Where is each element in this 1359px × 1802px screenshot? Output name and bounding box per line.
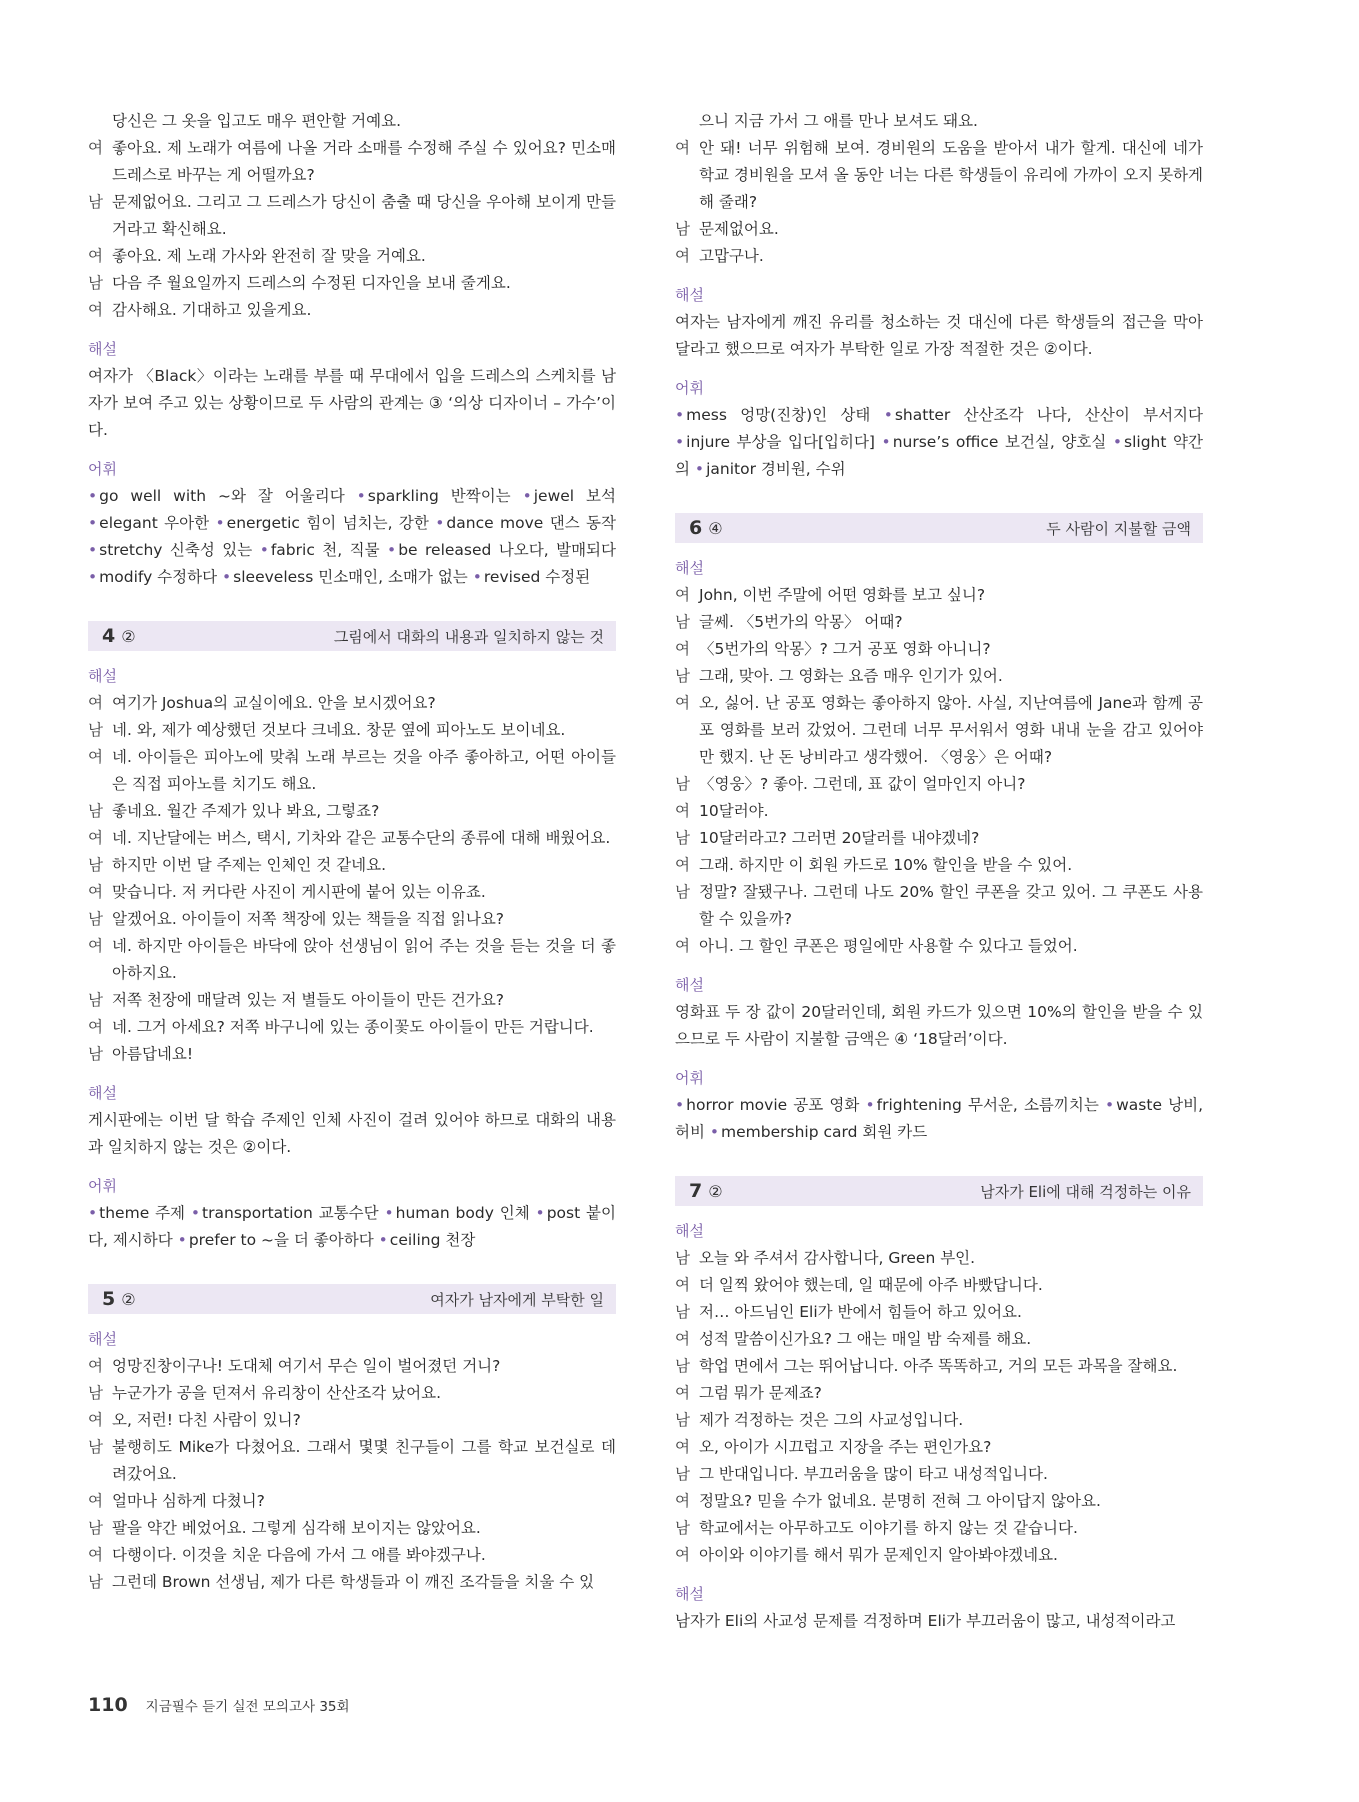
dialogue-line	[88, 879, 616, 906]
dialogue-line	[88, 744, 616, 798]
dialogue-line	[675, 771, 1203, 798]
explanation-label: 해설	[675, 286, 704, 304]
dialogue-text: 오늘 와 주셔서 감사합니다, Green 부인.	[699, 1249, 976, 1267]
dialogue-line	[675, 108, 1203, 135]
dialogue-line	[88, 1488, 616, 1515]
dialogue-line	[88, 108, 616, 135]
explanation-text: 여자가 〈Black〉이라는 노래를 부를 때 무대에서 입을 드레스의 스케치를 남자가 보여 주고 있는 상황이므로 두 사람의 관계는 ③ ‘의상 디자이너 – 가수’이다.	[88, 367, 616, 439]
question-header-6	[675, 513, 1203, 543]
dialogue-line	[675, 690, 1203, 771]
dialogue-line	[675, 1326, 1203, 1353]
dialogue-text: 불행히도 Mike가 다쳤어요. 그래서 몇몇 친구들이 그를 학교 보건실로 데려갔어요.	[112, 1438, 616, 1483]
vocab-item: • ceiling 천장	[379, 1231, 476, 1249]
dialogue-text: 누군가가 공을 던져서 유리창이 산산조각 났어요.	[112, 1384, 442, 1402]
dialogue-line	[88, 1515, 616, 1542]
vocab-list	[88, 483, 616, 591]
dialogue-line	[675, 933, 1203, 960]
dialogue-line	[675, 243, 1203, 270]
speaker-label: 여	[675, 694, 690, 712]
dialogue-line	[675, 636, 1203, 663]
dialogue-line	[675, 825, 1203, 852]
question-header-4	[88, 621, 616, 651]
dialogue-line	[88, 189, 616, 243]
vocab-list	[88, 1200, 616, 1254]
vocab-label: 어휘	[675, 379, 704, 397]
question-answer: ②	[708, 1182, 723, 1201]
dialogue-line	[88, 1569, 616, 1596]
speaker-label: 여	[88, 883, 103, 901]
dialogue-text: 당신은 그 옷을 입고도 매우 편안할 거예요.	[112, 112, 402, 130]
dialogue-text: 저쪽 천장에 매달려 있는 저 별들도 아이들이 만든 건가요?	[112, 991, 505, 1009]
vocab-item: • slight 약간의	[675, 433, 1203, 478]
dialogue-text: 더 일찍 왔어야 했는데, 일 때문에 아주 바빴답니다.	[699, 1276, 1043, 1294]
dialogue-line	[675, 1434, 1203, 1461]
dialogue-block	[88, 108, 616, 324]
vocab-item: • nurse’s office 보건실, 양호실	[882, 433, 1107, 451]
vocab-label: 어휘	[675, 1069, 704, 1087]
question-title: 그림에서 대화의 내용과 일치하지 않는 것	[333, 627, 604, 646]
dialogue-line	[675, 1380, 1203, 1407]
dialogue-text: 10달러라고? 그러면 20달러를 내야겠네?	[699, 829, 980, 847]
vocab-item: • janitor 경비원, 수위	[695, 460, 846, 478]
left-column	[88, 108, 616, 1596]
question-number: 5	[102, 1288, 116, 1310]
speaker-label: 여	[675, 802, 690, 820]
dialogue-text: 네. 지난달에는 버스, 택시, 기차와 같은 교통수단의 종류에 대해 배웠어요.	[112, 829, 611, 847]
dialogue-text: 네. 하지만 아이들은 바닥에 앉아 선생님이 읽어 주는 것을 듣는 것을 더 좋아하지요.	[112, 937, 616, 982]
dialogue-text: John, 이번 주말에 어떤 영화를 보고 싶니?	[699, 586, 986, 604]
dialogue-text: 〈영웅〉? 좋아. 그런데, 표 값이 얼마인지 아니?	[699, 775, 1026, 793]
speaker-label: 여	[675, 139, 690, 157]
vocab-item: • human body 인체	[384, 1204, 529, 1222]
dialogue-line	[675, 609, 1203, 636]
dialogue-line	[675, 1461, 1203, 1488]
dialogue-text: 학교에서는 아무하고도 이야기를 하지 않는 것 같습니다.	[699, 1519, 1078, 1537]
dialogue-line	[675, 1515, 1203, 1542]
dialogue-line	[88, 243, 616, 270]
explanation-label: 해설	[675, 1585, 704, 1603]
speaker-label: 여	[675, 1492, 690, 1510]
speaker-label: 여	[88, 937, 103, 955]
speaker-label: 여	[675, 1438, 690, 1456]
dialogue-text: 아니. 그 할인 쿠폰은 평일에만 사용할 수 있다고 들었어.	[699, 937, 1078, 955]
speaker-label: 남	[88, 991, 103, 1009]
vocab-item: • energetic 힘이 넘치는, 강한	[216, 514, 429, 532]
dialogue-text: 정말? 잘됐구나. 그런데 나도 20% 할인 쿠폰을 갖고 있어. 그 쿠폰도 사용할 수 있을까?	[699, 883, 1203, 928]
dialogue-text: 고맙구나.	[699, 247, 764, 265]
vocab-item: • elegant 우아한	[88, 514, 209, 532]
dialogue-text: 알겠어요. 아이들이 저쪽 책장에 있는 책들을 직접 읽나요?	[112, 910, 505, 928]
dialogue-line	[88, 717, 616, 744]
dialogue-text: 제가 걱정하는 것은 그의 사교성입니다.	[699, 1411, 964, 1429]
dialogue-line	[88, 270, 616, 297]
dialogue-block	[88, 690, 616, 1068]
dialogue-text: 10달러야.	[699, 802, 769, 820]
dialogue-text: 글쎄. 〈5번가의 악몽〉 어때?	[699, 613, 903, 631]
dialogue-line	[675, 879, 1203, 933]
speaker-label: 남	[88, 910, 103, 928]
vocab-list	[675, 1092, 1203, 1146]
speaker-label: 남	[675, 829, 690, 847]
dialogue-text: 아이와 이야기를 해서 뭐가 문제인지 알아봐야겠네요.	[699, 1546, 1058, 1564]
speaker-label: 남	[675, 1357, 690, 1375]
vocab-item: • horror movie 공포 영화	[675, 1096, 859, 1114]
question-title: 여자가 남자에게 부탁한 일	[430, 1290, 604, 1309]
dialogue-text: 맞습니다. 저 커다란 사진이 게시판에 붙어 있는 이유죠.	[112, 883, 486, 901]
vocab-item: • shatter 산산조각 나다, 산산이 부서지다	[884, 406, 1203, 424]
dialogue-text: 다음 주 월요일까지 드레스의 수정된 디자인을 보내 줄게요.	[112, 274, 511, 292]
speaker-label: 남	[88, 193, 103, 211]
dialogue-text: 안 돼! 너무 위험해 보여. 경비원의 도움을 받아서 내가 할게. 대신에 네가 학교 경비원을 모셔 올 동안 너는 다른 학생들이 유리에 가까이 오지 못하게 해 줄래?	[699, 139, 1203, 211]
dialogue-line	[88, 933, 616, 987]
dialogue-line	[675, 852, 1203, 879]
dialogue-text: 좋네요. 월간 주제가 있나 봐요, 그렇죠?	[112, 802, 380, 820]
vocab-item: • dance move 댄스 동작	[435, 514, 616, 532]
dialogue-line	[88, 135, 616, 189]
speaker-label: 남	[88, 1438, 103, 1456]
vocab-item: • waste 낭비, 허비	[675, 1096, 1203, 1141]
dialogue-text: 여기가 Joshua의 교실이에요. 안을 보시겠어요?	[112, 694, 436, 712]
speaker-label: 여	[675, 640, 690, 658]
vocab-item: • sparkling 반짝이는	[357, 487, 511, 505]
dialogue-line	[88, 852, 616, 879]
speaker-label: 남	[675, 613, 690, 631]
question-answer: ②	[121, 1290, 136, 1309]
speaker-label: 여	[675, 1276, 690, 1294]
dialogue-text: 학업 면에서 그는 뛰어납니다. 아주 똑똑하고, 거의 모든 과목을 잘해요.	[699, 1357, 1178, 1375]
dialogue-line	[88, 906, 616, 933]
speaker-label: 남	[675, 1249, 690, 1267]
speaker-label: 여	[88, 829, 103, 847]
dialogue-line	[675, 663, 1203, 690]
vocab-label: 어휘	[88, 1177, 117, 1195]
vocab-label: 어휘	[88, 460, 117, 478]
dialogue-text: 그래. 하지만 이 회원 카드로 10% 할인을 받을 수 있어.	[699, 856, 1073, 874]
dialogue-line	[675, 1407, 1203, 1434]
speaker-label: 남	[88, 802, 103, 820]
explanation-text: 여자는 남자에게 깨진 유리를 청소하는 것 대신에 다른 학생들의 접근을 막아 달라고 했으므로 여자가 부탁한 일로 가장 적절한 것은 ②이다.	[675, 313, 1203, 358]
dialogue-text: 아름답네요!	[112, 1045, 194, 1063]
speaker-label: 남	[88, 1045, 103, 1063]
dialogue-line	[88, 1542, 616, 1569]
dialogue-line	[88, 690, 616, 717]
dialogue-line	[675, 1245, 1203, 1272]
question-title: 두 사람이 지불할 금액	[1046, 519, 1191, 538]
speaker-label: 여	[88, 247, 103, 265]
vocab-item: • transportation 교통수단	[191, 1204, 379, 1222]
dialogue-line	[88, 1380, 616, 1407]
speaker-label: 남	[675, 667, 690, 685]
section-label: 해설	[88, 667, 117, 685]
page-number: 110	[88, 1694, 128, 1716]
speaker-label: 남	[675, 220, 690, 238]
question-answer: ④	[708, 519, 723, 538]
question-answer: ②	[121, 627, 136, 646]
speaker-label: 남	[88, 1384, 103, 1402]
vocab-item: • revised 수정된	[473, 568, 591, 586]
right-column	[675, 108, 1203, 1635]
vocab-item: • theme 주제	[88, 1204, 185, 1222]
question-title: 남자가 Eli에 대해 걱정하는 이유	[980, 1182, 1191, 1201]
speaker-label: 여	[675, 1330, 690, 1348]
speaker-label: 남	[88, 1573, 103, 1591]
dialogue-text: 그래, 맞아. 그 영화는 요즘 매우 인기가 있어.	[699, 667, 1003, 685]
dialogue-text: 좋아요. 제 노래가 여름에 나올 거라 소매를 수정해 주실 수 있어요? 민소매 드레스로 바꾸는 게 어떨까요?	[112, 139, 616, 184]
dialogue-text: 그 반대입니다. 부끄러움을 많이 타고 내성적입니다.	[699, 1465, 1048, 1483]
dialogue-text: 네. 그거 아세요? 저쪽 바구니에 있는 종이꽃도 아이들이 만든 거랍니다.	[112, 1018, 594, 1036]
speaker-label: 여	[675, 586, 690, 604]
speaker-label: 남	[675, 1411, 690, 1429]
speaker-label: 여	[88, 1018, 103, 1036]
vocab-item: • mess 엉망(진창)인 상태	[675, 406, 870, 424]
dialogue-block	[88, 1353, 616, 1596]
dialogue-line	[675, 1542, 1203, 1569]
speaker-label: 남	[88, 721, 103, 739]
dialogue-text: 〈5번가의 악몽〉? 그거 공포 영화 아니니?	[699, 640, 991, 658]
dialogue-line	[675, 135, 1203, 216]
dialogue-text: 하지만 이번 달 주제는 인체인 것 같네요.	[112, 856, 387, 874]
speaker-label: 남	[88, 274, 103, 292]
dialogue-text: 오, 싫어. 난 공포 영화는 좋아하지 않아. 사실, 지난여름에 Jane과 함께 공포 영화를 보러 갔었어. 그런데 너무 무서워서 영화 내내 눈을 감고 있어야만 했지. 난 돈 낭비라고 생각했어. 〈영웅〉은 어때?	[699, 694, 1203, 766]
speaker-label: 여	[88, 301, 103, 319]
speaker-label: 여	[675, 1546, 690, 1564]
dialogue-text: 오, 저런! 다친 사람이 있니?	[112, 1411, 301, 1429]
explanation-label: 해설	[88, 1084, 117, 1102]
vocab-item: • modify 수정하다	[88, 568, 217, 586]
dialogue-text: 네. 아이들은 피아노에 맞춰 노래 부르는 것을 아주 좋아하고, 어떤 아이들은 직접 피아노를 치기도 해요.	[112, 748, 616, 793]
page-footer	[88, 1694, 350, 1716]
vocab-item: • stretchy 신축성 있는	[88, 541, 252, 559]
dialogue-line	[675, 1353, 1203, 1380]
speaker-label: 여	[675, 937, 690, 955]
dialogue-line	[88, 1407, 616, 1434]
vocab-item: • membership card 회원 카드	[710, 1123, 927, 1141]
dialogue-text: 그럼 뭐가 문제죠?	[699, 1384, 822, 1402]
explanation-text: 남자가 Eli의 사교성 문제를 걱정하며 Eli가 부끄러움이 많고, 내성적이라고	[675, 1612, 1176, 1630]
dialogue-block	[675, 582, 1203, 960]
vocab-item: • fabric 천, 직물	[260, 541, 380, 559]
speaker-label: 남	[675, 775, 690, 793]
dialogue-text: 정말요? 믿을 수가 없네요. 분명히 전혀 그 아이답지 않아요.	[699, 1492, 1101, 1510]
speaker-label: 남	[675, 883, 690, 901]
dialogue-line	[675, 798, 1203, 825]
dialogue-text: 다행이다. 이것을 치운 다음에 가서 그 애를 봐야겠구나.	[112, 1546, 486, 1564]
speaker-label: 여	[88, 694, 103, 712]
speaker-label: 남	[88, 856, 103, 874]
dialogue-text: 좋아요. 제 노래 가사와 완전히 잘 맞을 거예요.	[112, 247, 426, 265]
vocab-item: • injure 부상을 입다[입히다]	[675, 433, 875, 451]
speaker-label: 남	[675, 1465, 690, 1483]
question-number: 7	[689, 1180, 703, 1202]
explanation-label: 해설	[675, 976, 704, 994]
speaker-label: 여	[88, 1357, 103, 1375]
question-number: 4	[102, 625, 116, 647]
dialogue-line	[88, 798, 616, 825]
dialogue-line	[88, 1041, 616, 1068]
vocab-item: • frightening 무서운, 소름끼치는	[865, 1096, 1098, 1114]
book-title: 지금필수 듣기 실전 모의고사 35회	[145, 1699, 350, 1715]
dialogue-line	[675, 216, 1203, 243]
speaker-label: 남	[675, 1303, 690, 1321]
speaker-label: 남	[675, 1519, 690, 1537]
dialogue-text: 문제없어요.	[699, 220, 779, 238]
speaker-label: 여	[88, 748, 103, 766]
section-label: 해설	[675, 559, 704, 577]
explanation-text: 게시판에는 이번 달 학습 주제인 인체 사진이 걸려 있어야 하므로 대화의 내용과 일치하지 않는 것은 ②이다.	[88, 1111, 616, 1156]
vocab-item: • be released 나오다, 발매되다	[387, 541, 616, 559]
dialogue-line	[88, 1434, 616, 1488]
dialogue-text: 성적 말씀이신가요? 그 애는 매일 밤 숙제를 해요.	[699, 1330, 1032, 1348]
dialogue-block	[675, 1245, 1203, 1569]
dialogue-line	[88, 297, 616, 324]
dialogue-text: 엉망진창이구나! 도대체 여기서 무슨 일이 벌어졌던 거니?	[112, 1357, 501, 1375]
dialogue-text: 문제없어요. 그리고 그 드레스가 당신이 춤출 때 당신을 우아해 보이게 만들 거라고 확신해요.	[112, 193, 616, 238]
speaker-label: 여	[88, 1546, 103, 1564]
section-label: 해설	[88, 1330, 117, 1348]
dialogue-line	[88, 825, 616, 852]
vocab-item: • go well with ~와 잘 어울리다	[88, 487, 345, 505]
dialogue-text: 얼마나 심하게 다쳤니?	[112, 1492, 265, 1510]
section-label: 해설	[675, 1222, 704, 1240]
question-header-5	[88, 1284, 616, 1314]
speaker-label: 여	[675, 1384, 690, 1402]
vocab-item: • jewel 보석	[523, 487, 616, 505]
dialogue-line	[88, 1353, 616, 1380]
vocab-item: • post 붙이다, 제시하다	[88, 1204, 616, 1249]
explanation-text: 영화표 두 장 값이 20달러인데, 회원 카드가 있으면 10%의 할인을 받을 수 있으므로 두 사람이 지불할 금액은 ④ ‘18달러’이다.	[675, 1003, 1203, 1048]
speaker-label: 남	[88, 1519, 103, 1537]
dialogue-line	[675, 582, 1203, 609]
dialogue-text: 그런데 Brown 선생님, 제가 다른 학생들과 이 깨진 조각들을 치울 수 있	[112, 1573, 595, 1591]
dialogue-text: 팔을 약간 베었어요. 그렇게 심각해 보이지는 않았어요.	[112, 1519, 481, 1537]
vocab-item: • sleeveless 민소매인, 소매가 없는	[222, 568, 468, 586]
dialogue-text: 저… 아드님인 Eli가 반에서 힘들어 하고 있어요.	[699, 1303, 1022, 1321]
explanation-label: 해설	[88, 340, 117, 358]
dialogue-text: 네. 와, 제가 예상했던 것보다 크네요. 창문 옆에 피아노도 보이네요.	[112, 721, 566, 739]
speaker-label: 여	[88, 1411, 103, 1429]
dialogue-line	[675, 1488, 1203, 1515]
speaker-label: 여	[88, 139, 103, 157]
dialogue-line	[88, 987, 616, 1014]
vocab-item: • prefer to ~을 더 좋아하다	[178, 1231, 374, 1249]
dialogue-line	[675, 1299, 1203, 1326]
dialogue-text: 감사해요. 기대하고 있을게요.	[112, 301, 312, 319]
dialogue-text: 오, 아이가 시끄럽고 지장을 주는 편인가요?	[699, 1438, 992, 1456]
question-header-7	[675, 1176, 1203, 1206]
dialogue-block	[675, 108, 1203, 270]
speaker-label: 여	[675, 247, 690, 265]
vocab-list	[675, 402, 1203, 483]
dialogue-line	[675, 1272, 1203, 1299]
question-number: 6	[689, 517, 703, 539]
speaker-label: 여	[88, 1492, 103, 1510]
speaker-label: 여	[675, 856, 690, 874]
dialogue-text: 으니 지금 가서 그 애를 만나 보셔도 돼요.	[699, 112, 978, 130]
dialogue-line	[88, 1014, 616, 1041]
